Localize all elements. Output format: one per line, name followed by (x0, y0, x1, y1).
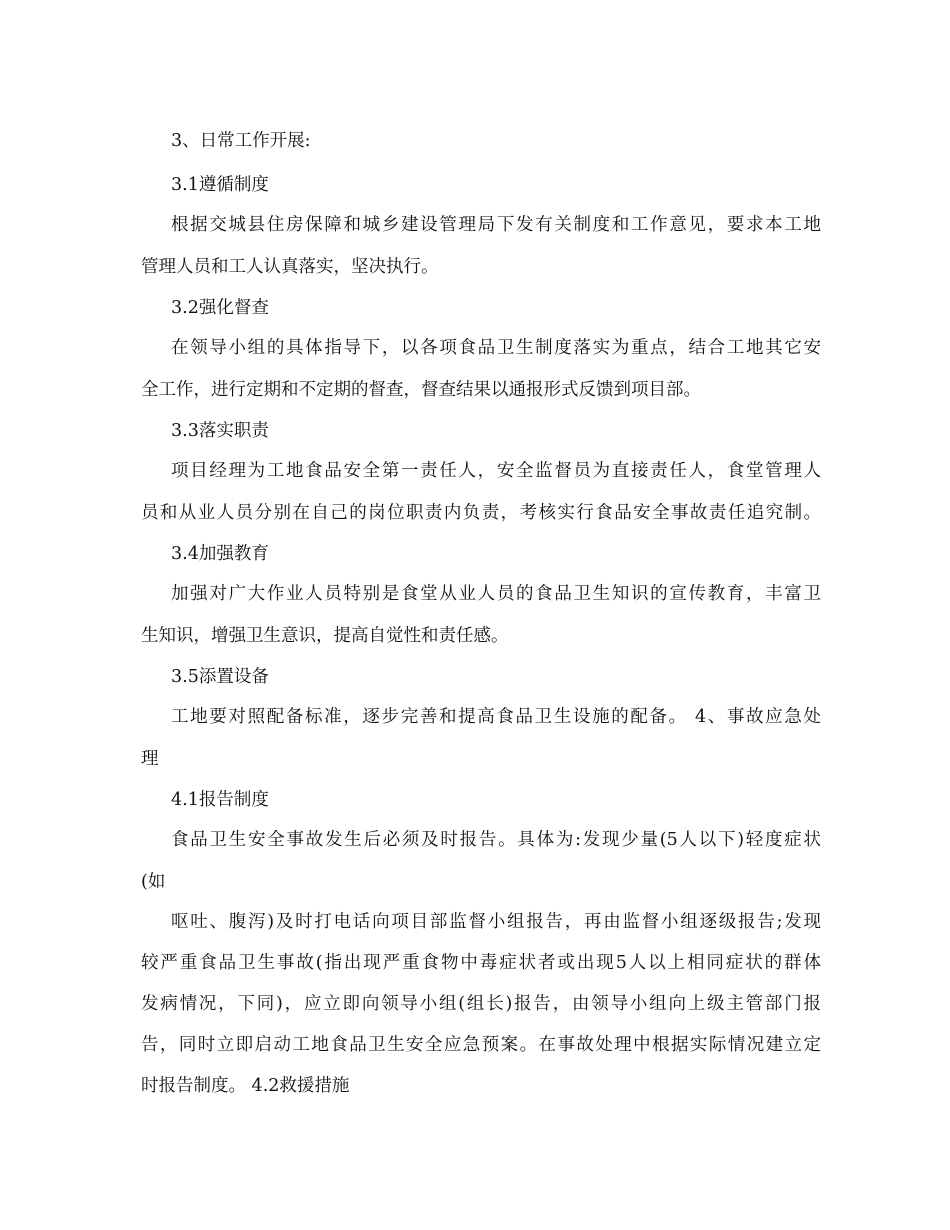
paragraph-line: 时报告制度。 4.2救援措施 (141, 1076, 350, 1096)
subsection-heading-3-1: 3.1遵循制度 (171, 175, 269, 195)
paragraph-line: 在领导小组的具体指导下，以各项食品卫生制度落实为重点，结合工地其它安 (171, 338, 821, 358)
subsection-heading-3-2: 3.2强化督查 (171, 298, 269, 318)
paragraph-line: 生知识，增强卫生意识，提高自觉性和责任感。 (141, 626, 509, 646)
paragraph-line: 加强对广大作业人员特别是食堂从业人员的食品卫生知识的宣传教育，丰富卫 (171, 584, 821, 604)
subsection-heading-3-4: 3.4加强教育 (171, 544, 269, 564)
paragraph-line: 项目经理为工地食品安全第一责任人，安全监督员为直接责任人，食堂管理人 (171, 461, 821, 481)
paragraph-line: 呕吐、腹泻)及时打电话向项目部监督小组报告，再由监督小组逐级报告;发现 (171, 912, 821, 932)
paragraph-line: 较严重食品卫生事故(指出现严重食物中毒症状者或出现5人以上相同症状的群体 (141, 953, 821, 973)
paragraph-line: 告，同时立即启动工地食品卫生安全应急预案。在事故处理中根据实际情况建立定 (141, 1035, 821, 1055)
paragraph-line: 根据交城县住房保障和城乡建设管理局下发有关制度和工作意见，要求本工地 (171, 215, 821, 235)
paragraph-line: 全工作，进行定期和不定期的督查，督查结果以通报形式反馈到项目部。 (141, 380, 701, 400)
paragraph-line: 发病情况，下同)，应立即向领导小组(组长)报告，由领导小组向上级主管部门报 (141, 994, 821, 1014)
paragraph-line: (如 (141, 872, 166, 892)
paragraph-line: 理 (141, 749, 159, 769)
section-heading-3: 3、日常工作开展: (171, 131, 311, 151)
subsection-heading-3-5: 3.5添置设备 (171, 667, 269, 687)
paragraph-line: 员和从业人员分别在自己的岗位职责内负责，考核实行食品安全事故责任追究制。 (141, 503, 821, 523)
subsection-heading-4-1: 4.1报告制度 (171, 790, 269, 810)
paragraph-line: 工地要对照配备标准，逐步完善和提高食品卫生设施的配备。 4、事故应急处 (171, 707, 821, 727)
paragraph-line: 食品卫生安全事故发生后必须及时报告。具体为:发现少量(5人以下)轻度症状 (171, 830, 821, 850)
subsection-heading-3-3: 3.3落实职责 (171, 421, 269, 441)
paragraph-line: 管理人员和工人认真落实，坚决执行。 (141, 257, 439, 277)
